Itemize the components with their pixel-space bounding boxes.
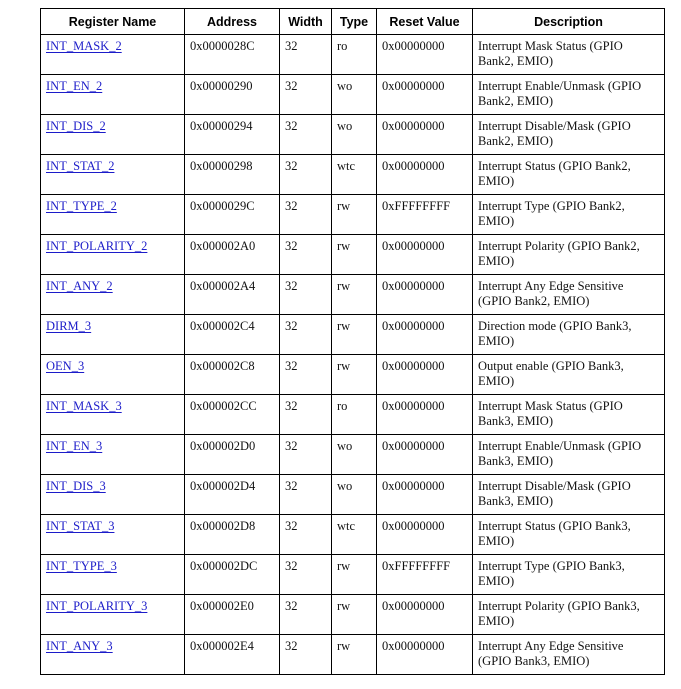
- column-header-reset-value: Reset Value: [377, 9, 473, 35]
- width-cell: 32: [280, 515, 332, 555]
- address-cell: 0x00000290: [185, 75, 280, 115]
- register-table-body: [41, 35, 665, 675]
- address-cell: 0x0000029C: [185, 195, 280, 235]
- register-name-cell: [41, 35, 185, 75]
- reset-value-cell: 0x00000000: [377, 115, 473, 155]
- reset-value-cell: 0xFFFFFFFF: [377, 555, 473, 595]
- reset-value-cell: 0x00000000: [377, 155, 473, 195]
- description-cell: Interrupt Any Edge Sensitive (GPIO Bank3, EMIO): [473, 635, 665, 675]
- reset-value-cell: 0x00000000: [377, 35, 473, 75]
- type-cell: rw: [332, 275, 377, 315]
- table-row: [41, 115, 665, 155]
- register-name-cell: [41, 595, 185, 635]
- address-cell: 0x00000298: [185, 155, 280, 195]
- table-row: [41, 275, 665, 315]
- register-name-cell: [41, 395, 185, 435]
- description-cell: Interrupt Mask Status (GPIO Bank2, EMIO): [473, 35, 665, 75]
- description-cell: Interrupt Status (GPIO Bank2, EMIO): [473, 155, 665, 195]
- table-row: [41, 355, 665, 395]
- reset-value-cell: 0x00000000: [377, 395, 473, 435]
- register-name-cell: [41, 235, 185, 275]
- table-row: [41, 195, 665, 235]
- type-cell: wo: [332, 75, 377, 115]
- register-name-cell: [41, 635, 185, 675]
- register-name-cell: [41, 315, 185, 355]
- address-cell: 0x000002D8: [185, 515, 280, 555]
- address-cell: 0x00000294: [185, 115, 280, 155]
- register-link[interactable]: DIRM_3: [46, 319, 92, 333]
- width-cell: 32: [280, 315, 332, 355]
- reset-value-cell: 0x00000000: [377, 435, 473, 475]
- description-cell: Interrupt Type (GPIO Bank2, EMIO): [473, 195, 665, 235]
- description-cell: Interrupt Mask Status (GPIO Bank3, EMIO): [473, 395, 665, 435]
- table-row: [41, 435, 665, 475]
- table-row: [41, 235, 665, 275]
- register-link[interactable]: INT_ANY_3: [46, 639, 113, 653]
- description-cell: Interrupt Enable/Unmask (GPIO Bank3, EMIO): [473, 435, 665, 475]
- register-link[interactable]: INT_ANY_2: [46, 279, 113, 293]
- column-header-description: Description: [473, 9, 665, 35]
- register-link[interactable]: INT_MASK_2: [46, 39, 122, 53]
- type-cell: rw: [332, 195, 377, 235]
- table-row: [41, 315, 665, 355]
- type-cell: rw: [332, 555, 377, 595]
- description-cell: Output enable (GPIO Bank3, EMIO): [473, 355, 665, 395]
- register-link[interactable]: INT_POLARITY_2: [46, 239, 148, 253]
- reset-value-cell: 0x00000000: [377, 275, 473, 315]
- register-link[interactable]: INT_EN_2: [46, 79, 103, 93]
- description-cell: Direction mode (GPIO Bank3, EMIO): [473, 315, 665, 355]
- width-cell: 32: [280, 35, 332, 75]
- register-name-cell: [41, 155, 185, 195]
- width-cell: 32: [280, 115, 332, 155]
- width-cell: 32: [280, 595, 332, 635]
- address-cell: 0x000002D4: [185, 475, 280, 515]
- address-cell: 0x000002CC: [185, 395, 280, 435]
- address-cell: 0x000002C8: [185, 355, 280, 395]
- type-cell: rw: [332, 595, 377, 635]
- address-cell: 0x000002E4: [185, 635, 280, 675]
- width-cell: 32: [280, 395, 332, 435]
- table-row: [41, 35, 665, 75]
- type-cell: rw: [332, 315, 377, 355]
- type-cell: rw: [332, 635, 377, 675]
- register-link[interactable]: INT_TYPE_2: [46, 199, 117, 213]
- type-cell: ro: [332, 35, 377, 75]
- type-cell: wtc: [332, 155, 377, 195]
- type-cell: ro: [332, 395, 377, 435]
- reset-value-cell: 0x00000000: [377, 315, 473, 355]
- address-cell: 0x000002A0: [185, 235, 280, 275]
- width-cell: 32: [280, 635, 332, 675]
- reset-value-cell: 0xFFFFFFFF: [377, 195, 473, 235]
- register-name-cell: [41, 275, 185, 315]
- register-link[interactable]: INT_DIS_3: [46, 479, 106, 493]
- address-cell: 0x000002E0: [185, 595, 280, 635]
- description-cell: Interrupt Type (GPIO Bank3, EMIO): [473, 555, 665, 595]
- table-row: [41, 475, 665, 515]
- register-link[interactable]: INT_DIS_2: [46, 119, 106, 133]
- register-link[interactable]: INT_MASK_3: [46, 399, 122, 413]
- register-link[interactable]: INT_STAT_2: [46, 159, 115, 173]
- register-name-cell: [41, 555, 185, 595]
- width-cell: 32: [280, 235, 332, 275]
- table-row: [41, 395, 665, 435]
- address-cell: 0x000002DC: [185, 555, 280, 595]
- address-cell: 0x000002C4: [185, 315, 280, 355]
- type-cell: wo: [332, 115, 377, 155]
- description-cell: Interrupt Disable/Mask (GPIO Bank3, EMIO): [473, 475, 665, 515]
- address-cell: 0x000002A4: [185, 275, 280, 315]
- register-table: [40, 8, 665, 675]
- column-header-register-name: Register Name: [41, 9, 185, 35]
- reset-value-cell: 0x00000000: [377, 515, 473, 555]
- description-cell: Interrupt Enable/Unmask (GPIO Bank2, EMIO): [473, 75, 665, 115]
- reset-value-cell: 0x00000000: [377, 75, 473, 115]
- reset-value-cell: 0x00000000: [377, 475, 473, 515]
- register-link[interactable]: INT_TYPE_3: [46, 559, 117, 573]
- description-cell: Interrupt Disable/Mask (GPIO Bank2, EMIO): [473, 115, 665, 155]
- description-cell: Interrupt Polarity (GPIO Bank3, EMIO): [473, 595, 665, 635]
- reset-value-cell: 0x00000000: [377, 235, 473, 275]
- column-header-type: Type: [332, 9, 377, 35]
- type-cell: wo: [332, 435, 377, 475]
- column-header-address: Address: [185, 9, 280, 35]
- register-link[interactable]: INT_EN_3: [46, 439, 103, 453]
- table-row: [41, 75, 665, 115]
- reset-value-cell: 0x00000000: [377, 355, 473, 395]
- address-cell: 0x000002D0: [185, 435, 280, 475]
- width-cell: 32: [280, 475, 332, 515]
- table-row: [41, 595, 665, 635]
- width-cell: 32: [280, 155, 332, 195]
- table-row: [41, 515, 665, 555]
- reset-value-cell: 0x00000000: [377, 635, 473, 675]
- register-name-cell: [41, 515, 185, 555]
- register-name-cell: [41, 195, 185, 235]
- table-header-row: [41, 9, 665, 35]
- reset-value-cell: 0x00000000: [377, 595, 473, 635]
- register-name-cell: [41, 355, 185, 395]
- width-cell: 32: [280, 195, 332, 235]
- width-cell: 32: [280, 75, 332, 115]
- address-cell: 0x0000028C: [185, 35, 280, 75]
- table-row: [41, 155, 665, 195]
- type-cell: wo: [332, 475, 377, 515]
- register-link[interactable]: OEN_3: [46, 359, 85, 373]
- register-name-cell: [41, 115, 185, 155]
- width-cell: 32: [280, 435, 332, 475]
- register-name-cell: [41, 435, 185, 475]
- description-cell: Interrupt Status (GPIO Bank3, EMIO): [473, 515, 665, 555]
- width-cell: 32: [280, 355, 332, 395]
- table-row: [41, 635, 665, 675]
- register-link[interactable]: INT_POLARITY_3: [46, 599, 148, 613]
- width-cell: 32: [280, 275, 332, 315]
- register-name-cell: [41, 75, 185, 115]
- type-cell: rw: [332, 235, 377, 275]
- column-header-width: Width: [280, 9, 332, 35]
- width-cell: 32: [280, 555, 332, 595]
- register-name-cell: [41, 475, 185, 515]
- table-row: [41, 555, 665, 595]
- description-cell: Interrupt Any Edge Sensitive (GPIO Bank2, EMIO): [473, 275, 665, 315]
- register-link[interactable]: INT_STAT_3: [46, 519, 115, 533]
- type-cell: rw: [332, 355, 377, 395]
- description-cell: Interrupt Polarity (GPIO Bank2, EMIO): [473, 235, 665, 275]
- type-cell: wtc: [332, 515, 377, 555]
